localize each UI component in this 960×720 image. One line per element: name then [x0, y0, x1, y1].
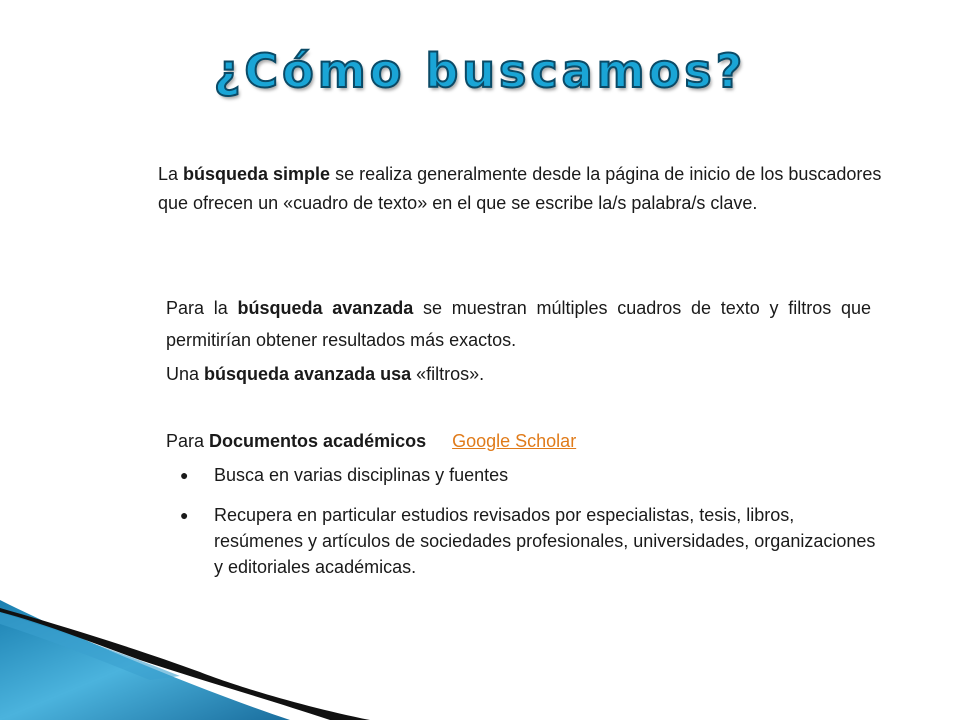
bullet-text: Busca en varias disciplinas y fuentes: [214, 465, 509, 485]
list-item: [180, 462, 880, 488]
p3-post: «filtros».: [411, 364, 485, 384]
p4-bold: Documentos académicos: [209, 431, 427, 451]
p2-pre: Para la: [166, 298, 238, 318]
slide-title: ¿Cómo buscamos?: [213, 44, 747, 98]
paragraph-filters: [166, 358, 871, 390]
p1-pre: La: [158, 164, 184, 184]
p2-bold: búsqueda avanzada: [237, 298, 414, 318]
p4-pre: Para: [166, 431, 210, 451]
google-scholar-link[interactable]: Google Scholar: [452, 431, 577, 451]
p3-pre: Una: [166, 364, 205, 384]
paragraph-academic-docs: [166, 425, 871, 457]
bullet-list: [180, 462, 880, 594]
paragraph-advanced-search: [166, 292, 871, 356]
bullet-text: Recupera en particular estudios revisados por especialistas, tesis, libros, resúmenes y artículos de sociedades profesionales, universidades, organizaciones y editoriales académicas.: [214, 505, 876, 577]
p1-post: se realiza generalmente desde la página de inicio de los buscadores que ofrecen un «cuadro de texto» en el que se escribe la/s palabra/s clave.: [158, 164, 882, 213]
paragraph-simple-search: [158, 160, 898, 218]
p1-bold: búsqueda simple: [183, 164, 331, 184]
p2-post: se muestran múltiples cuadros de texto y filtros que permitirían obtener resultados más exactos.: [166, 298, 871, 350]
list-item: [180, 502, 880, 580]
p3-bold: búsqueda avanzada usa: [204, 364, 412, 384]
bullet-icon: ●: [180, 467, 189, 483]
bullet-icon: ●: [180, 507, 189, 523]
